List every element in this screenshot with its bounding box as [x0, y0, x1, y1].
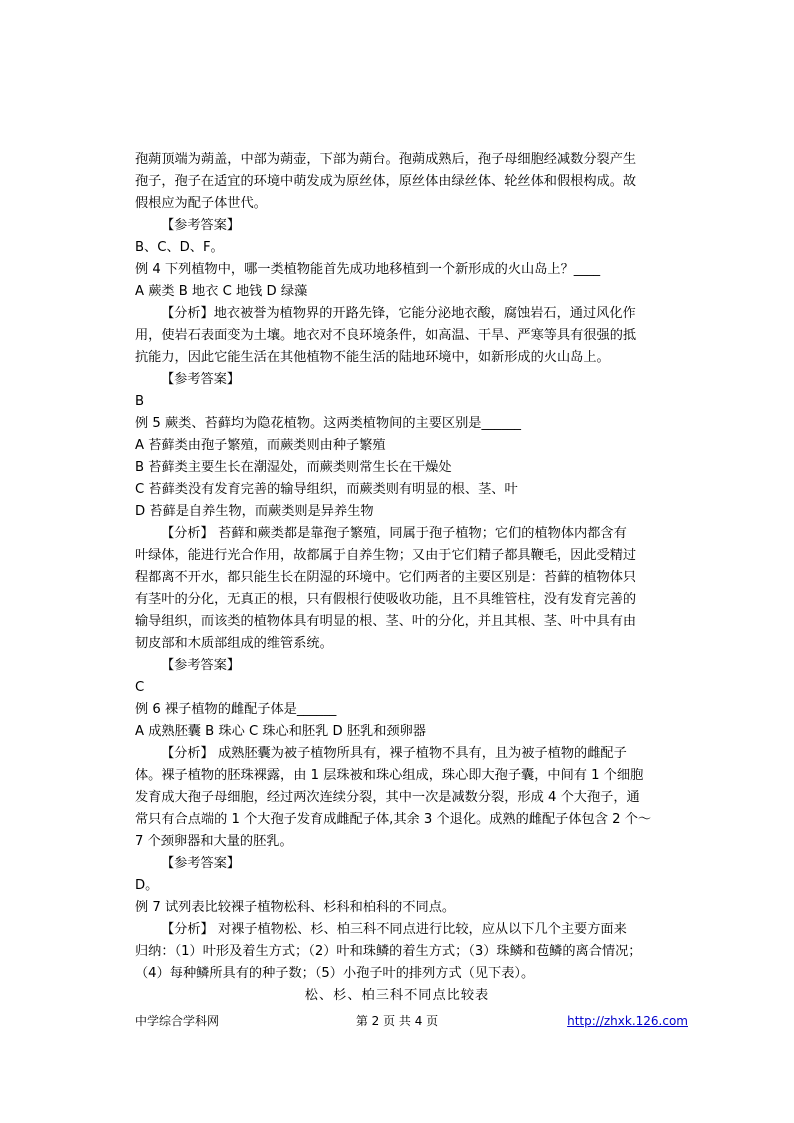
text-line: 输导组织，而该类的植物体具有明显的根、茎、叶的分化，并且其根、茎、叶中具有由: [135, 614, 637, 629]
text-line: （4）每种鳞所具有的种子数；（5）小孢子叶的排列方式（见下表）。: [135, 966, 535, 981]
text-line: 抗能力，因此它能生活在其他植物不能生活的陆地环境中，如新形成的火山岛上。: [135, 350, 610, 365]
text-line: 用，使岩石表面变为土壤。地衣对不良环境条件，如高温、干旱、严寒等具有很强的抵: [135, 328, 637, 343]
footer-page-number: 第 2 页 共 4 页: [355, 1014, 439, 1028]
example-question: 例 5 蕨类、苔藓均为隐花植物。这两类植物间的主要区别是______: [135, 416, 522, 431]
text-line: 孢蒴顶端为蒴盖，中部为蒴壶，下部为蒴台。孢蒴成熟后，孢子母细胞经减数分裂产生: [135, 152, 637, 167]
answer-text: D。: [135, 878, 159, 893]
text-line: 常只有合点端的 1 个大孢子发育成雌配子体,其余 3 个退化。成熟的雌配子体包含 2 个～: [135, 812, 652, 827]
table-title: 松、杉、柏三科不同点比较表: [304, 988, 490, 1003]
example-option: A 苔藓类由孢子繁殖，而蕨类则由种子繁殖: [135, 438, 386, 453]
text-line: 叶绿体，能进行光合作用，故都属于自养生物；又由于它们精子都具鞭毛，因此受精过: [135, 548, 637, 563]
example-option: B 苔藓类主要生长在潮湿处，而蕨类则常生长在干燥处: [135, 460, 452, 475]
example-option: D 苔藓是自养生物，而蕨类则是异养生物: [135, 504, 374, 519]
footer-site-name: 中学综合学科网: [135, 1014, 220, 1028]
answer-heading: 【参考答案】: [161, 856, 241, 871]
example-options: A 蕨类 B 地衣 C 地钱 D 绿藻: [135, 284, 308, 299]
answer-text: B、C、D、F。: [135, 240, 224, 255]
answer-text: C: [135, 680, 145, 695]
text-line: 假根应为配子体世代。: [135, 196, 267, 211]
example-question: 例 7 试列表比较裸子植物松科、杉科和柏科的不同点。: [135, 900, 456, 915]
analysis-text: 【分析】 对裸子植物松、杉、柏三科不同点进行比较，应从以下几个主要方面来: [161, 922, 627, 937]
text-line: 发育成大孢子母细胞，经过两次连续分裂，其中一次是减数分裂，形成 4 个大孢子，通: [135, 790, 640, 805]
analysis-text: 【分析】地衣被誉为植物界的开路先锋，它能分泌地衣酸，腐蚀岩石，通过风化作: [161, 306, 636, 321]
example-options: A 成熟胚囊 B 珠心 C 珠心和胚乳 D 胚乳和颈卵器: [135, 724, 426, 739]
text-line: 程都离不开水，都只能生长在阴湿的环境中。它们两者的主要区别是：苔藓的植物体只: [135, 570, 637, 585]
text-line: 韧皮部和木质部组成的维管系统。: [135, 636, 333, 651]
answer-heading: 【参考答案】: [161, 218, 241, 233]
analysis-text: 【分析】 成熟胚囊为被子植物所具有，裸子植物不具有，且为被子植物的雌配子: [161, 746, 627, 761]
text-line: 归纳：（1）叶形及着生方式；（2）叶和珠鳞的着生方式；（3）珠鳞和苞鳞的离合情况；: [135, 944, 642, 959]
answer-heading: 【参考答案】: [161, 658, 241, 673]
text-line: 有茎叶的分化，无真正的根，只有假根行使吸收功能，且不具维管柱，没有发育完善的: [135, 592, 637, 607]
answer-text: B: [135, 394, 145, 409]
answer-heading: 【参考答案】: [161, 372, 241, 387]
footer-link[interactable]: http://zhxk.126.com: [567, 1014, 688, 1028]
analysis-text: 【分析】 苔藓和蕨类都是靠孢子繁殖，同属于孢子植物；它们的植物体内都含有: [161, 526, 627, 541]
text-line: 体。裸子植物的胚珠裸露，由 1 层珠被和珠心组成，珠心即大孢子囊，中间有 1 个细胞: [135, 768, 644, 783]
text-line: 孢子，孢子在适宜的环境中萌发成为原丝体，原丝体由绿丝体、轮丝体和假根构成。故: [135, 174, 637, 189]
example-option: C 苔藓类没有发育完善的输导组织，而蕨类则有明显的根、茎、叶: [135, 482, 518, 497]
text-line: 7 个颈卵器和大量的胚乳。: [135, 834, 293, 849]
example-question: 例 6 裸子植物的雌配子体是______: [135, 702, 337, 717]
example-question: 例 4 下列植物中，哪一类植物能首先成功地移植到一个新形成的火山岛上？____: [135, 262, 601, 277]
